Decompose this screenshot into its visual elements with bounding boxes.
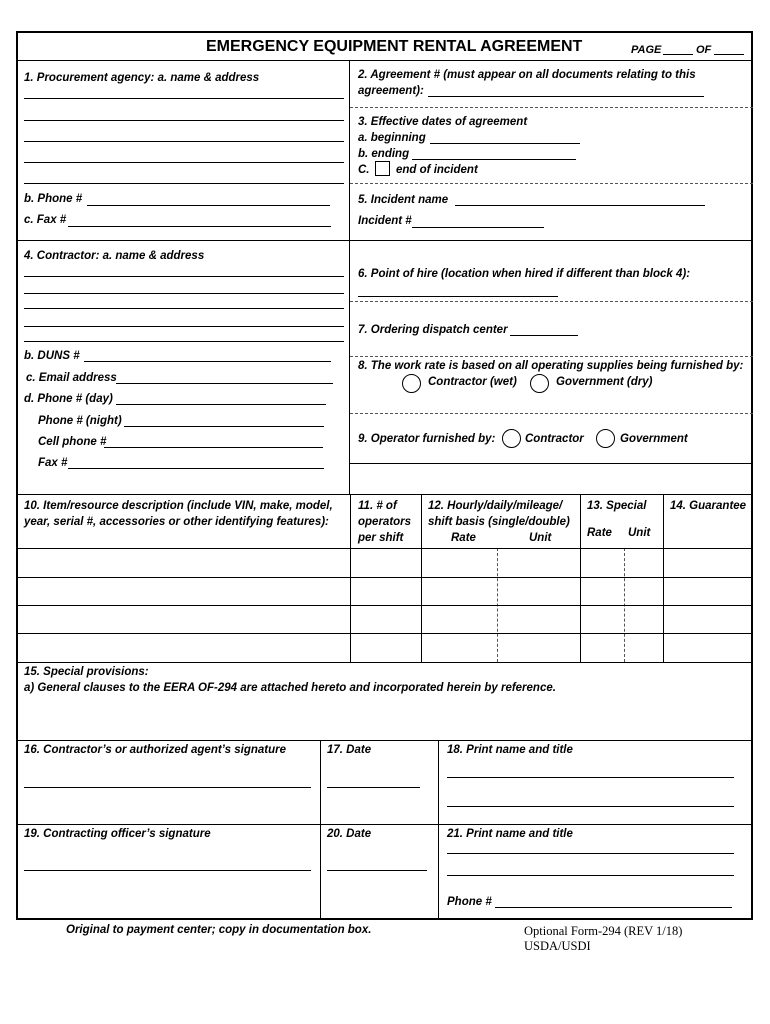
end-of-incident-label: end of incident bbox=[396, 164, 478, 176]
block15-clause: a) General clauses to the EERA OF-294 are attached hereto and incorporated herein by reference. bbox=[24, 682, 556, 694]
table-row[interactable] bbox=[16, 633, 753, 634]
agency-phone-label: b. Phone # bbox=[24, 193, 83, 205]
col12-unit: Unit bbox=[529, 532, 552, 544]
duns-field[interactable] bbox=[84, 361, 331, 362]
col11-line1: 11. # of bbox=[358, 500, 397, 512]
table-row[interactable] bbox=[16, 605, 753, 606]
contractor-fax-field[interactable] bbox=[68, 468, 324, 469]
contractor-address-line-2[interactable] bbox=[24, 293, 344, 294]
footer-instructions: Original to payment center; copy in documentation box. bbox=[66, 924, 372, 936]
contractor-name-field[interactable] bbox=[447, 777, 734, 778]
officer-date-field[interactable] bbox=[327, 870, 427, 871]
col13-label: 13. Special bbox=[587, 500, 647, 512]
agency-address-line-1[interactable] bbox=[24, 98, 344, 99]
block7-label: 7. Ordering dispatch center bbox=[358, 324, 508, 336]
officer-title-field[interactable] bbox=[447, 875, 734, 876]
wet-radio[interactable] bbox=[402, 374, 421, 393]
form-agency: USDA/USDI bbox=[524, 939, 591, 953]
col12-rate: Rate bbox=[451, 532, 476, 544]
phone-day-label: d. Phone # (day) bbox=[24, 393, 113, 405]
col13-rate: Rate bbox=[587, 527, 612, 539]
incident-number-label: Incident # bbox=[358, 215, 412, 227]
dry-radio[interactable] bbox=[530, 374, 549, 393]
agency-phone-field[interactable] bbox=[87, 205, 330, 206]
block2-line1: 2. Agreement # (must appear on all documents relating to this bbox=[358, 69, 696, 81]
officer-phone-label: Phone # bbox=[447, 896, 492, 908]
col12-line1: 12. Hourly/daily/mileage/ bbox=[428, 500, 563, 512]
operator-contractor-label: Contractor bbox=[525, 433, 584, 445]
incident-name-field[interactable] bbox=[455, 205, 705, 206]
block9-label: 9. Operator furnished by: bbox=[358, 433, 496, 445]
cell-phone-label: Cell phone # bbox=[38, 436, 107, 448]
cell-phone-field[interactable] bbox=[104, 447, 323, 448]
ending-label: b. ending bbox=[358, 148, 410, 160]
ending-date-field[interactable] bbox=[412, 159, 576, 160]
contractor-address-line-5[interactable] bbox=[24, 341, 344, 342]
officer-name-field[interactable] bbox=[447, 853, 734, 854]
duns-label: b. DUNS # bbox=[24, 350, 80, 362]
block1-label: 1. Procurement agency: a. name & address bbox=[24, 72, 260, 84]
block17-label: 17. Date bbox=[327, 744, 372, 756]
col11-line2: operators bbox=[358, 516, 412, 528]
block18-label: 18. Print name and title bbox=[447, 744, 573, 756]
agency-address-line-3[interactable] bbox=[24, 141, 344, 142]
page-label: PAGE bbox=[631, 44, 662, 56]
incident-number-field[interactable] bbox=[412, 227, 544, 228]
col10-line2: year, serial #, accessories or other identifying features): bbox=[24, 516, 329, 528]
contractor-address-line-1[interactable] bbox=[24, 276, 344, 277]
contractor-fax-label: Fax # bbox=[38, 457, 68, 469]
officer-phone-field[interactable] bbox=[495, 907, 732, 908]
table-row[interactable] bbox=[16, 577, 753, 578]
dispatch-center-field[interactable] bbox=[510, 335, 578, 336]
agency-address-line-4[interactable] bbox=[24, 162, 344, 163]
phone-night-label: Phone # (night) bbox=[38, 415, 122, 427]
incident-name-label: 5. Incident name bbox=[358, 194, 449, 206]
agreement-number-field[interactable] bbox=[428, 96, 704, 97]
page-total-field[interactable] bbox=[714, 54, 744, 55]
beginning-date-field[interactable] bbox=[430, 143, 580, 144]
block4-label: 4. Contractor: a. name & address bbox=[24, 250, 205, 262]
col13-unit: Unit bbox=[628, 527, 651, 539]
col14-label: 14. Guarantee bbox=[670, 500, 747, 512]
wet-label: Contractor (wet) bbox=[428, 376, 517, 388]
dry-label: Government (dry) bbox=[556, 376, 653, 388]
phone-night-field[interactable] bbox=[124, 426, 324, 427]
form-title: EMERGENCY EQUIPMENT RENTAL AGREEMENT bbox=[206, 38, 583, 55]
contractor-address-line-4[interactable] bbox=[24, 326, 344, 327]
page-number-field[interactable] bbox=[663, 54, 693, 55]
agency-fax-label: c. Fax # bbox=[24, 214, 67, 226]
email-label: c. Email address bbox=[26, 372, 117, 384]
contractor-date-field[interactable] bbox=[327, 787, 420, 788]
col11-line3: per shift bbox=[358, 532, 404, 544]
of-label: OF bbox=[696, 44, 712, 56]
c-label: C. bbox=[358, 164, 370, 176]
contractor-title-field[interactable] bbox=[447, 806, 734, 807]
email-field[interactable] bbox=[116, 383, 333, 384]
beginning-label: a. beginning bbox=[358, 132, 426, 144]
operator-contractor-radio[interactable] bbox=[502, 429, 521, 448]
block3-label: 3. Effective dates of agreement bbox=[358, 116, 528, 128]
block2-line2: agreement): bbox=[358, 85, 424, 97]
col10-line1: 10. Item/resource description (include VIN, make, model, bbox=[24, 500, 333, 512]
end-of-incident-checkbox[interactable] bbox=[375, 161, 390, 176]
operator-government-label: Government bbox=[620, 433, 688, 445]
block19-label: 19. Contracting officer’s signature bbox=[24, 828, 211, 840]
point-of-hire-field[interactable] bbox=[358, 296, 558, 297]
block8-label: 8. The work rate is based on all operating supplies being furnished by: bbox=[358, 360, 744, 372]
col12-line2: shift basis (single/double) bbox=[428, 516, 570, 528]
block16-label: 16. Contractor’s or authorized agent’s signature bbox=[24, 744, 287, 756]
agency-fax-field[interactable] bbox=[68, 226, 331, 227]
phone-day-field[interactable] bbox=[116, 404, 326, 405]
block15-label: 15. Special provisions: bbox=[24, 666, 149, 678]
contractor-signature-field[interactable] bbox=[24, 787, 311, 788]
block6-label: 6. Point of hire (location when hired if different than block 4): bbox=[358, 268, 691, 280]
block20-label: 20. Date bbox=[327, 828, 372, 840]
form-number: Optional Form-294 (REV 1/18) bbox=[524, 924, 683, 938]
contractor-address-line-3[interactable] bbox=[24, 308, 344, 309]
agency-address-line-5[interactable] bbox=[24, 183, 344, 184]
block21-label: 21. Print name and title bbox=[447, 828, 573, 840]
officer-signature-field[interactable] bbox=[24, 870, 311, 871]
operator-government-radio[interactable] bbox=[596, 429, 615, 448]
agency-address-line-2[interactable] bbox=[24, 120, 344, 121]
